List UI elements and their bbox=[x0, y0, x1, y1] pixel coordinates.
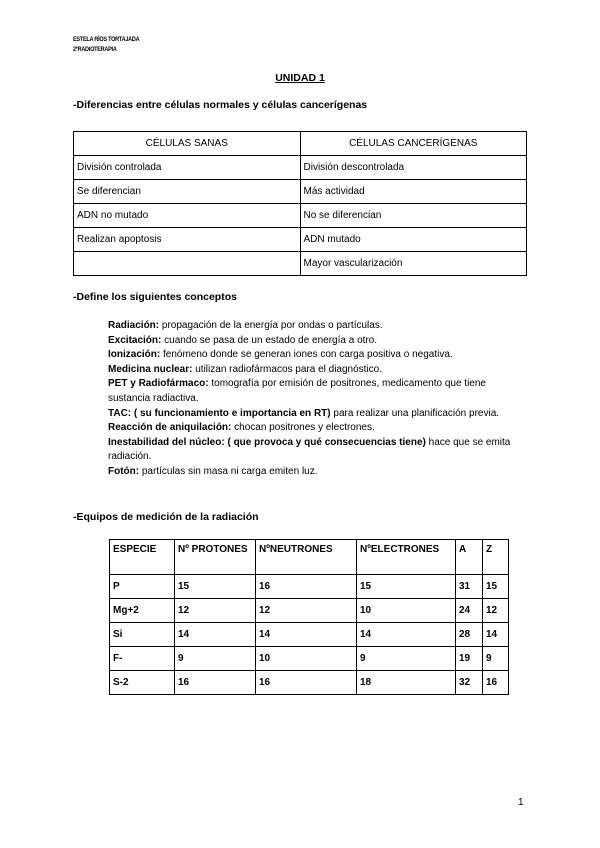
definition-term: TAC: ( su funcionamiento e importancia en RT) bbox=[108, 407, 331, 419]
table-cell: Mayor vascularización bbox=[300, 252, 527, 276]
table-header-row bbox=[74, 132, 527, 156]
definition-term: Ionización: bbox=[108, 349, 161, 361]
section-heading-cells: -Diferencias entre células normales y células cancerígenas bbox=[73, 99, 368, 111]
table-cell: 12 bbox=[483, 599, 509, 623]
table-cell: Realizan apoptosis bbox=[74, 228, 301, 252]
table-cell: 14 bbox=[483, 623, 509, 647]
table-header-row bbox=[110, 540, 509, 575]
table-cell: ADN no mutado bbox=[74, 204, 301, 228]
table-cell: Más actividad bbox=[300, 180, 527, 204]
table-row bbox=[110, 671, 509, 695]
definition-text: para realizar una planificación previa. bbox=[330, 407, 500, 419]
table-cell: 14 bbox=[256, 623, 357, 647]
table-cell: 16 bbox=[256, 575, 357, 599]
table-cell bbox=[74, 252, 301, 276]
definition-text: cuando se pasa de un estado de energía a otro. bbox=[161, 334, 378, 346]
table-cell: 18 bbox=[357, 671, 456, 695]
table-cell: 9 bbox=[357, 647, 456, 671]
column-header: Nº PROTONES bbox=[175, 540, 256, 575]
table-cell: F- bbox=[110, 647, 175, 671]
table-cell: 10 bbox=[256, 647, 357, 671]
definition-term: Medicina nuclear: bbox=[108, 363, 193, 375]
table-cell: ADN mutado bbox=[300, 228, 527, 252]
definition-item bbox=[108, 363, 528, 378]
table-cell: 14 bbox=[357, 623, 456, 647]
unit-title: UNIDAD 1 bbox=[275, 72, 325, 84]
table-cell: 32 bbox=[456, 671, 483, 695]
section-heading-radiation: -Equipos de medición de la radiación bbox=[73, 511, 259, 523]
table-row bbox=[110, 647, 509, 671]
definition-text: partículas sin masa ni carga emiten luz. bbox=[139, 465, 318, 477]
table-cell: No se diferencian bbox=[300, 204, 527, 228]
definition-term: Excitación: bbox=[108, 334, 162, 346]
table-cell: 16 bbox=[256, 671, 357, 695]
definition-text: hace que se emita radiación. bbox=[108, 436, 511, 463]
definition-item bbox=[108, 436, 528, 465]
table-row bbox=[110, 599, 509, 623]
definition-item bbox=[108, 421, 528, 436]
table-cell: 15 bbox=[175, 575, 256, 599]
definition-term: Fotón: bbox=[108, 465, 140, 477]
table-row bbox=[74, 228, 527, 252]
definition-text: fenómeno donde se generan iones con carga positiva o negativa. bbox=[160, 349, 453, 361]
table-cell: División controlada bbox=[74, 156, 301, 180]
definition-text: tomografía por emisión de positrones, medicamento que tiene sustancia radiactiva. bbox=[108, 378, 486, 404]
table-cell: 9 bbox=[175, 647, 256, 671]
table-cell: 15 bbox=[357, 575, 456, 599]
definition-item bbox=[108, 319, 528, 334]
course-name: 2ºRADIOTERAPIA bbox=[73, 46, 117, 53]
author-name: ESTELA RÍOS TORTAJADA bbox=[73, 36, 140, 43]
column-header: CÉLULAS SANAS bbox=[74, 132, 301, 156]
table-cell: 16 bbox=[175, 671, 256, 695]
definition-item bbox=[108, 348, 528, 363]
table-cell: División descontrolada bbox=[300, 156, 527, 180]
section-heading-concepts: -Define los siguientes conceptos bbox=[73, 291, 237, 303]
definition-term: Inestabilidad del núcleo: ( que provoca y qué consecuencias tiene) bbox=[108, 436, 426, 448]
table-row bbox=[74, 156, 527, 180]
definitions-list bbox=[108, 319, 528, 480]
table-cell: Si bbox=[110, 623, 175, 647]
definition-item bbox=[108, 465, 528, 480]
column-header: CÉLULAS CANCERÍGENAS bbox=[300, 132, 527, 156]
table-cell: 12 bbox=[256, 599, 357, 623]
definition-term: Reacción de aniquilación: bbox=[108, 422, 232, 434]
table-cell: P bbox=[110, 575, 175, 599]
definition-term: PET y Radiofármaco: bbox=[108, 378, 209, 390]
table-cell: S-2 bbox=[110, 671, 175, 695]
table-row bbox=[74, 252, 527, 276]
table-cell: 28 bbox=[456, 623, 483, 647]
table-row bbox=[110, 623, 509, 647]
table-cell: Se diferencian bbox=[74, 180, 301, 204]
table-cell: 31 bbox=[456, 575, 483, 599]
definition-item bbox=[108, 334, 528, 349]
table-cell: 24 bbox=[456, 599, 483, 623]
table-cell: 15 bbox=[483, 575, 509, 599]
table-cell: 9 bbox=[483, 647, 509, 671]
table-row bbox=[74, 180, 527, 204]
column-header: NºELECTRONES bbox=[357, 540, 456, 575]
column-header: A bbox=[456, 540, 483, 575]
definition-text: chocan positrones y electrones. bbox=[231, 422, 375, 434]
table-cell: Mg+2 bbox=[110, 599, 175, 623]
definition-item bbox=[108, 377, 528, 406]
table-cell: 10 bbox=[357, 599, 456, 623]
table-row bbox=[74, 204, 527, 228]
page-number: 1 bbox=[518, 797, 524, 808]
definition-item bbox=[108, 407, 528, 422]
column-header: ESPECIE bbox=[110, 540, 175, 575]
table-cell: 16 bbox=[483, 671, 509, 695]
table-cell: 14 bbox=[175, 623, 256, 647]
definition-text: propagación de la energía por ondas o partículas. bbox=[159, 320, 383, 331]
table-cell: 19 bbox=[456, 647, 483, 671]
definition-term: Radiación: bbox=[108, 320, 160, 331]
column-header: Z bbox=[483, 540, 509, 575]
isotope-table bbox=[109, 539, 509, 695]
column-header: NºNEUTRONES bbox=[256, 540, 357, 575]
table-row bbox=[110, 575, 509, 599]
definition-text: utilizan radiofármacos para el diagnóstico. bbox=[192, 363, 383, 375]
table-cell: 12 bbox=[175, 599, 256, 623]
cells-comparison-table bbox=[73, 131, 527, 276]
